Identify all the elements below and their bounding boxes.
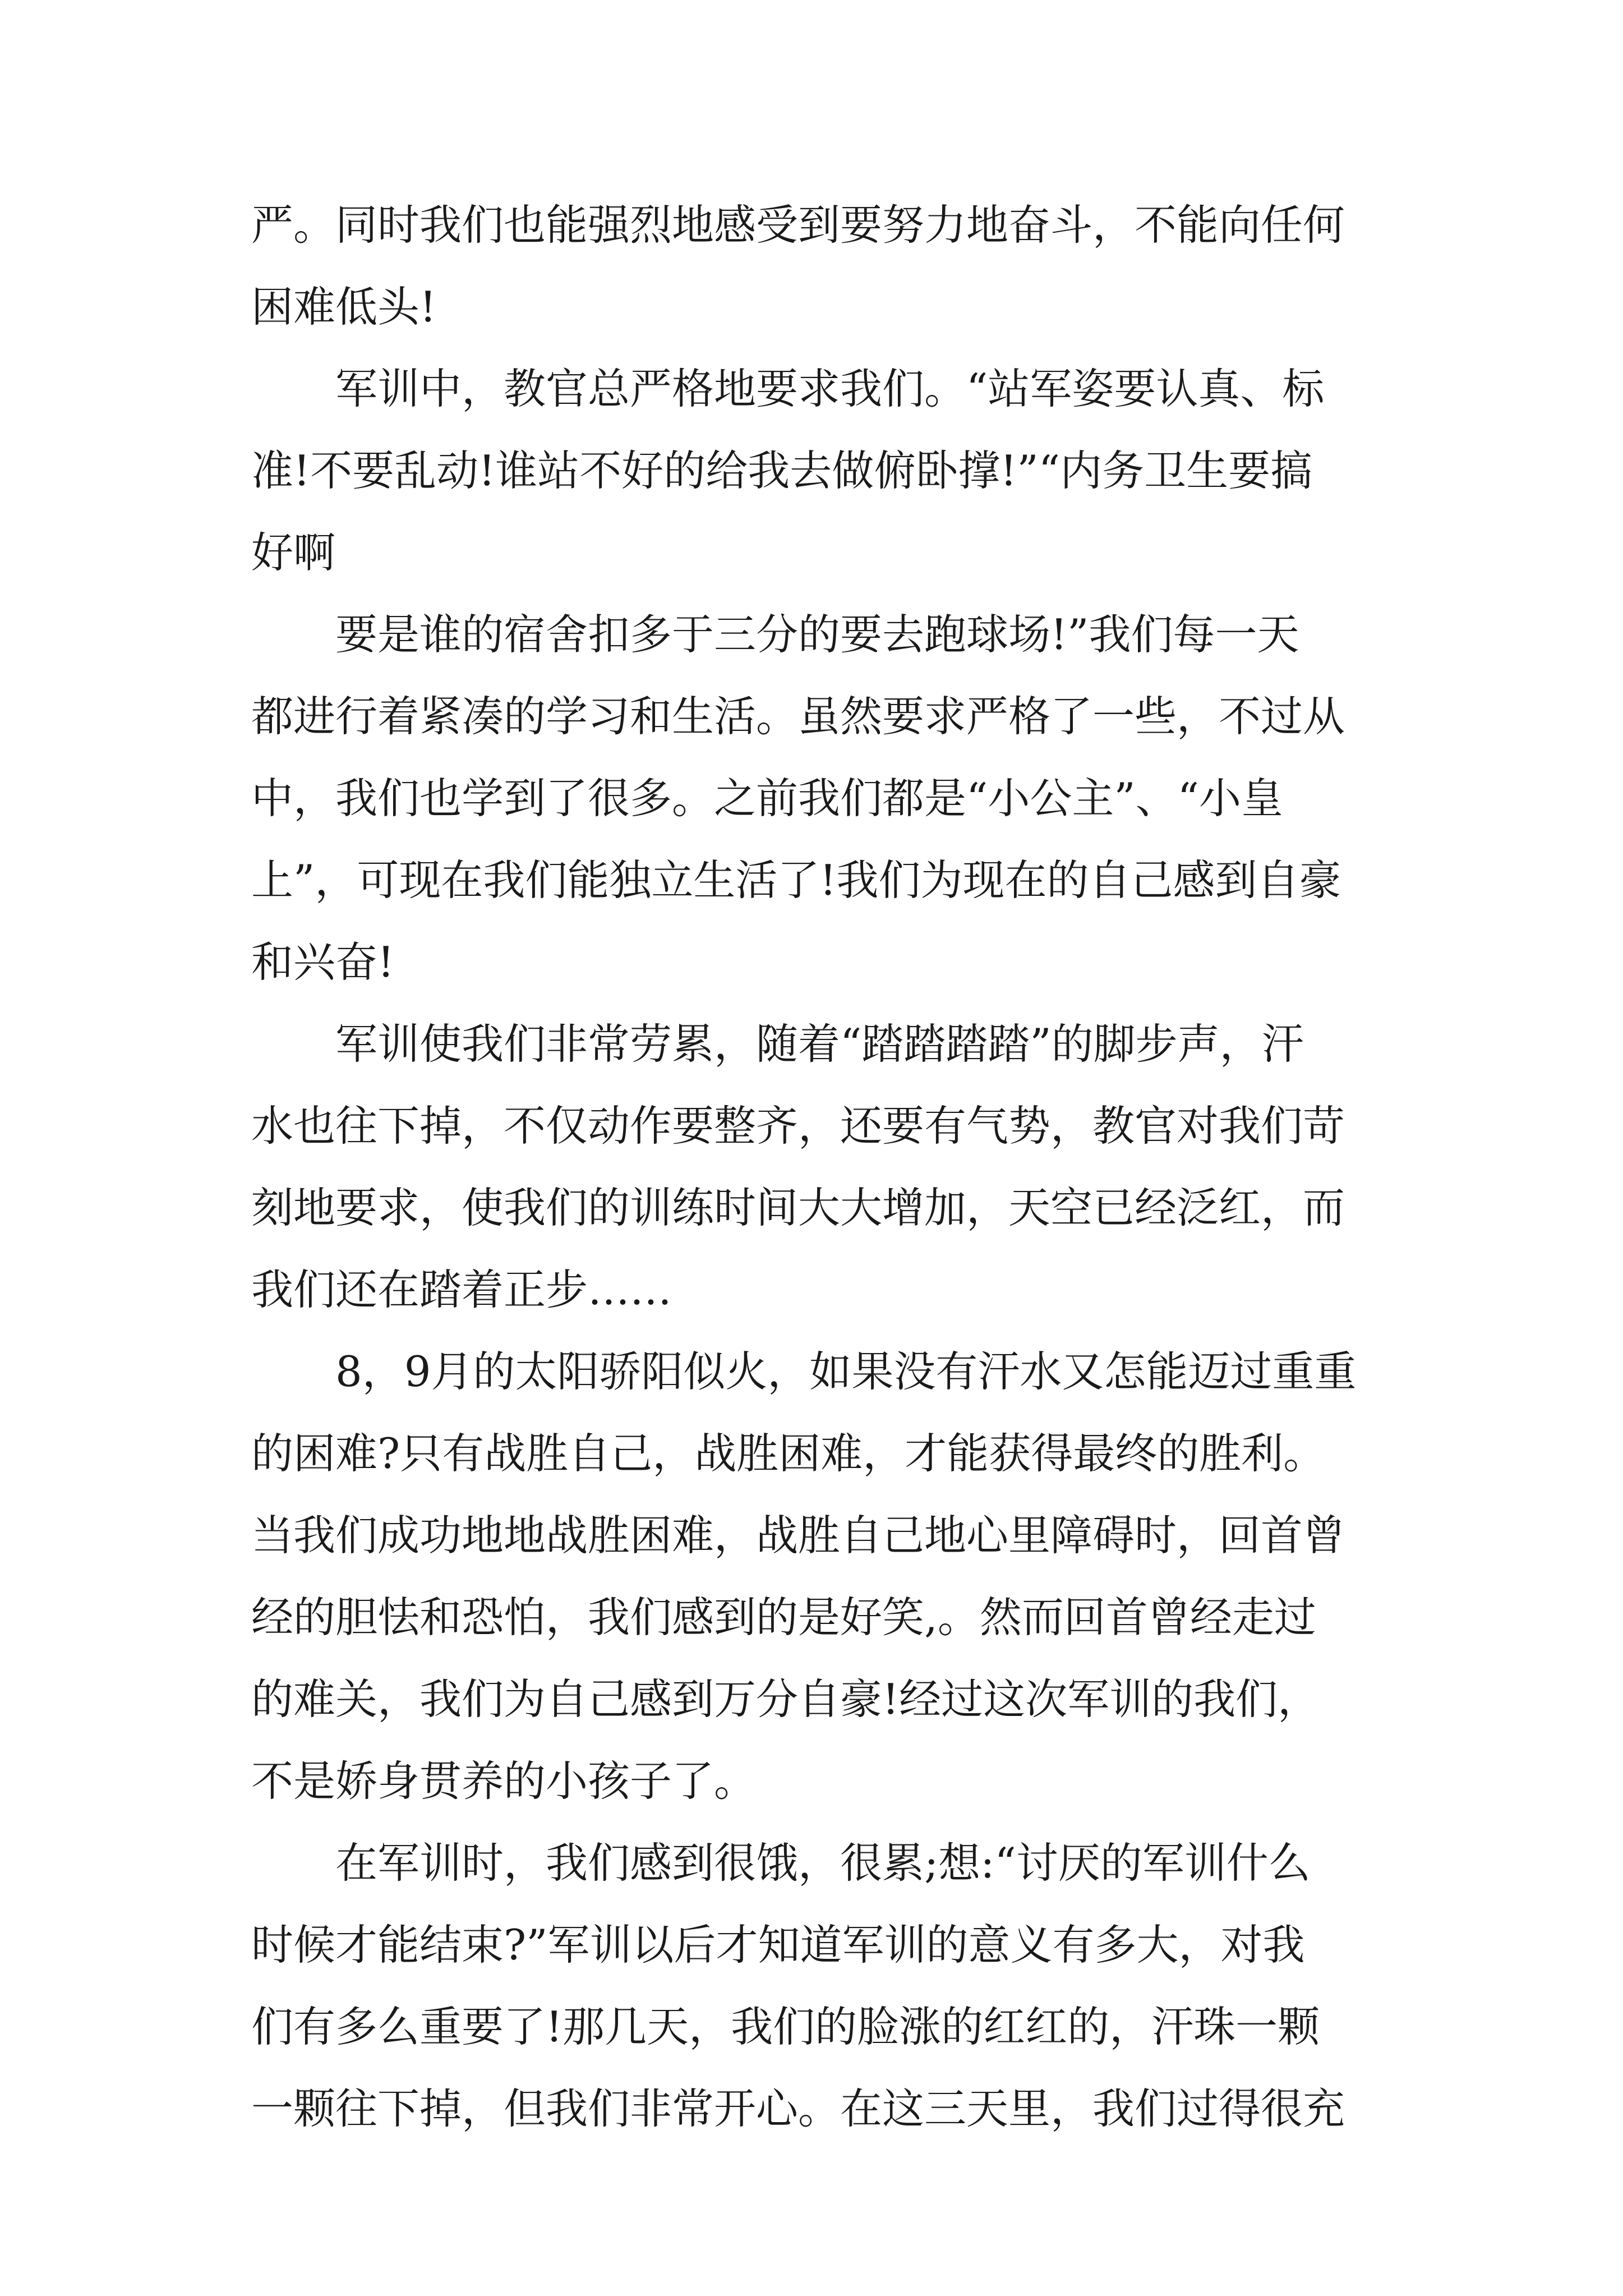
text-line: 困难低头!	[251, 282, 437, 332]
text-line: 准!不要乱动!谁站不好的给我去做俯卧撑!”“内务卫生要搞	[251, 446, 1313, 495]
text-line: 要是谁的宿舍扣多于三分的要去跑球场!”我们每一天	[335, 610, 1299, 659]
text-line: 我们还在踏着正步……	[251, 1265, 672, 1314]
text-line: 上”，可现在我们能独立生活了!我们为现在的自己感到自豪	[251, 855, 1341, 905]
text-line: 一颗往下掉，但我们非常开心。在这三天里，我们过得很充	[251, 2084, 1345, 2133]
text-line: 的难关，我们为自己感到万分自豪!经过这次军训的我们，	[251, 1674, 1320, 1724]
paragraph-4	[251, 1003, 1378, 1331]
paragraph-5	[251, 1331, 1378, 1822]
text-line: 8，9月的太阳骄阳似火，如果没有汗水又怎能迈过重重	[335, 1347, 1357, 1396]
text-line: 都进行着紧凑的学习和生活。虽然要求严格了一些，不过从	[251, 692, 1345, 741]
text-line: 严。同时我们也能强烈地感受到要努力地奋斗，不能向任何	[251, 200, 1345, 250]
text-line: 们有多么重要了!那几天，我们的脸涨的红红的，汗珠一颗	[251, 2002, 1320, 2051]
text-line: 的困难?只有战胜自己，战胜困难，才能获得最终的胜利。	[251, 1429, 1326, 1478]
paragraph-1	[251, 184, 1378, 348]
text-line: 水也往下掉，不仅动作要整齐，还要有气势，教官对我们苛	[251, 1101, 1345, 1151]
text-line: 不是娇身贯养的小孩子了。	[251, 1756, 757, 1806]
paragraph-6	[251, 1822, 1378, 2150]
text-line: 好啊	[251, 528, 336, 577]
text-line: 时候才能结束?”军训以后才知道军训的意义有多大，对我	[251, 1920, 1305, 1970]
text-line: 经的胆怯和恐怕，我们感到的是好笑,。然而回首曾经走过	[251, 1593, 1316, 1642]
text-line: 军训中，教官总严格地要求我们。“站军姿要认真、标	[335, 364, 1325, 413]
text-line: 和兴奋!	[251, 937, 395, 987]
text-line: 当我们成功地地战胜困难，战胜自己地心里障碍时，回首曾	[251, 1511, 1345, 1560]
paragraph-3	[251, 593, 1378, 1003]
text-line: 军训使我们非常劳累，随着“踏踏踏踏”的脚步声，汗	[335, 1019, 1304, 1069]
body-text	[251, 184, 1378, 2150]
text-line: 刻地要求，使我们的训练时间大大增加，天空已经泛红，而	[251, 1183, 1345, 1232]
paragraph-2	[251, 348, 1378, 593]
text-line: 在军训时，我们感到很饿，很累;想:“讨厌的军训什么	[335, 1838, 1311, 1888]
text-line: 中，我们也学到了很多。之前我们都是“小公主”、“小皇	[251, 774, 1284, 823]
